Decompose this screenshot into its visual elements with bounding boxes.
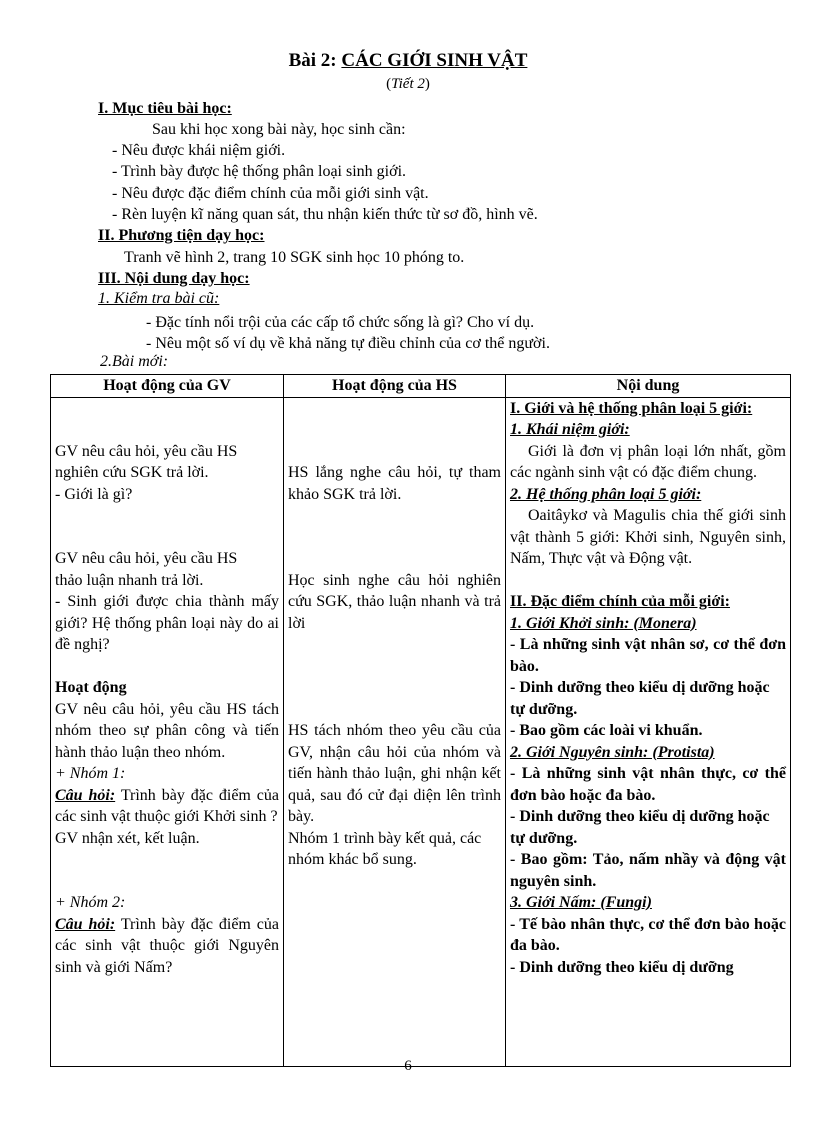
gv-group-label: + Nhóm 1: <box>55 765 126 782</box>
gv-text: GV nhận xét, kết luận. <box>55 829 200 847</box>
gv-text: Trình bày đặc điểm của các sinh vật thuộc giới Khởi sinh ? <box>55 786 279 825</box>
hs-text: Nhóm 1 trình bày kết quả, các nhóm khác bổ sung. <box>288 829 482 868</box>
lesson-title: Bài 2: CÁC GIỚI SINH VẬT <box>288 50 528 71</box>
section-heading-objectives: I. Mục tiêu bài học: <box>98 100 232 117</box>
gv-text: GV nêu câu hỏi, yêu cầu HS tách nhóm theo sự phân công và tiến hành thảo luận theo nhóm. <box>55 700 279 761</box>
lesson-table <box>50 374 791 1067</box>
objective-item: - Nêu được đặc điểm chính của mỗi giới sinh vật. <box>112 185 429 202</box>
nd-kingdom-item: - Tế bào nhân thực, cơ thể đơn bào hoặc đa bào. <box>510 915 786 954</box>
teacher-column <box>51 397 284 1066</box>
table-header-row <box>51 375 791 398</box>
column-header: Hoạt động của HS <box>284 375 506 398</box>
nd-subheading: 1. Khái niệm giới: <box>510 421 630 438</box>
gv-text: - Sinh giới được chia thành mấy giới? Hệ thống phân loại này do ai đề nghị? <box>55 593 279 653</box>
nd-kingdom-heading: 2. Giới Nguyên sinh: (Protista) <box>510 743 715 761</box>
nd-kingdom-item: - Là những sinh vật nhân thực, cơ thể đơn bào hoặc đa bào. <box>510 765 786 804</box>
section-heading-materials: II. Phương tiện dạy học: <box>98 227 265 244</box>
nd-kingdom-heading: 3. Giới Nấm: (Fungi) <box>510 894 652 911</box>
gv-text: nghiên cứu SGK trả lời. <box>55 464 209 481</box>
nd-kingdom-item: - Bao gồm các loài vi khuẩn. <box>510 722 703 739</box>
nd-kingdom-item: - Dinh dưỡng theo kiểu dị dưỡng hoặc tự dưỡng. <box>510 679 770 718</box>
column-header: Hoạt động của GV <box>51 375 284 398</box>
page-number: 6 <box>404 1058 412 1074</box>
table-row <box>51 397 791 1066</box>
hs-text: HS tách nhóm theo yêu cầu của GV, nhận câu hỏi của nhóm và tiến hành thảo luận, ghi nhận kết quả, sau đó cử đại diện lên trình bày. <box>288 722 501 825</box>
gv-question-label: Câu hỏi: <box>55 786 116 804</box>
hs-text: HS lắng nghe câu hỏi, tự tham khảo SGK trả lời. <box>288 464 501 503</box>
nd-section-heading: I. Giới và hệ thống phân loại 5 giới: <box>510 399 753 417</box>
nd-section-heading: II. Đặc điểm chính của mỗi giới: <box>510 593 730 610</box>
gv-text: thảo luận nhanh trả lời. <box>55 571 204 589</box>
objectives-intro: Sau khi học xong bài này, học sinh cần: <box>152 121 406 138</box>
nd-kingdom-heading: 1. Giới Khởi sinh: (Monera) <box>510 614 697 632</box>
nd-kingdom-item: - Dinh dưỡng theo kiểu dị dưỡng hoặc tự dưỡng. <box>510 808 770 847</box>
objective-item: - Nêu được khái niệm giới. <box>112 142 286 159</box>
gv-group-label: + Nhóm 2: <box>55 894 126 911</box>
gv-text: GV nêu câu hỏi, yêu cầu HS <box>55 550 238 567</box>
column-header: Nội dung <box>506 375 791 398</box>
objective-item: - Rèn luyện kĩ năng quan sát, thu nhận kiến thức từ sơ đồ, hình vẽ. <box>112 206 538 223</box>
materials-text: Tranh vẽ hình 2, trang 10 SGK sinh học 10 phóng to. <box>124 249 465 266</box>
nd-subheading: 2. Hệ thống phân loại 5 giới: <box>510 485 702 503</box>
gv-text: Trình bày đặc điểm của các sinh vật thuộc giới Nguyên sinh và giới Nấm? <box>55 915 279 976</box>
nd-kingdom-item: - Là những sinh vật nhân sơ, cơ thể đơn bào. <box>510 636 786 675</box>
section-heading-content: III. Nội dung dạy học: <box>98 270 250 287</box>
gv-text: GV nêu câu hỏi, yêu cầu HS <box>55 442 238 460</box>
content-column <box>506 397 791 1066</box>
objective-item: - Trình bày được hệ thống phân loại sinh giới. <box>112 163 407 180</box>
gv-activity-label: Hoạt động <box>55 679 127 696</box>
nd-text: Oaitâykơ và Magulis chia thế giới sinh vật thành 5 giới: Khởi sinh, Nguyên sinh, Nấm, Thực vật và Động vật. <box>510 507 786 567</box>
hs-text: Học sinh nghe câu hỏi nghiên cứu SGK, thảo luận nhanh và trả lời <box>288 571 501 632</box>
nd-kingdom-item: - Bao gồm: Tảo, nấm nhầy và động vật nguyên sinh. <box>510 851 786 890</box>
lesson-subtitle: (Tiết 2) <box>386 76 430 92</box>
student-column <box>284 397 506 1066</box>
subheading-new-lesson: 2.Bài mới: <box>100 353 169 370</box>
nd-text: Giới là đơn vị phân loại lớn nhất, gồm các ngành sinh vật có đặc điểm chung. <box>510 442 786 481</box>
subheading-review: 1. Kiểm tra bài cũ: <box>98 290 220 307</box>
nd-kingdom-item: - Dinh dưỡng theo kiểu dị dưỡng <box>510 958 734 976</box>
gv-text: - Giới là gì? <box>55 485 133 503</box>
review-question: - Đặc tính nổi trội của các cấp tổ chức sống là gì? Cho ví dụ. <box>146 314 535 331</box>
gv-question-label: Câu hỏi: <box>55 915 116 933</box>
review-question: - Nêu một số ví dụ về khả năng tự điều chỉnh của cơ thể người. <box>146 335 550 352</box>
